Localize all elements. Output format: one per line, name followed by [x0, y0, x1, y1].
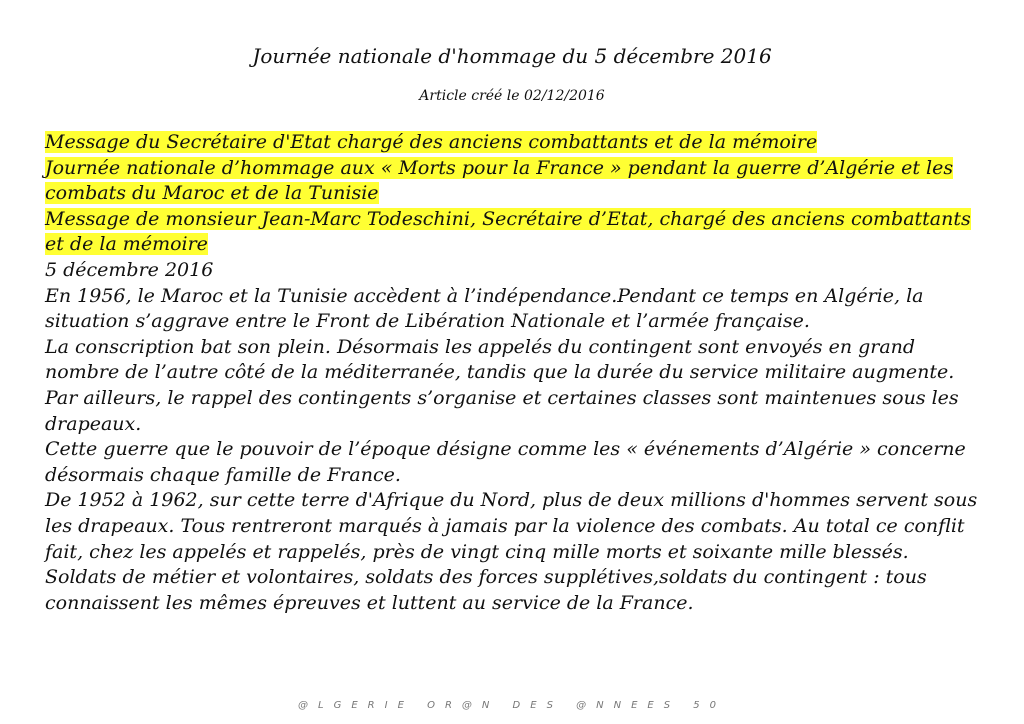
paragraph: De 1952 à 1962, sur cette terre d'Afrique du Nord, plus de deux millions d'hommes servent sous les drapeaux. Tous rentreront marqués à jamais par la violence des combats. Au total ce conflit fait, chez les appelés et rappelés, près de vingt cinq mille morts et soixante mille blessés. — [45, 489, 978, 563]
paragraph: En 1956, le Maroc et la Tunisie accèdent à l’indépendance.Pendant ce temps en Algérie, la situation s’aggrave entre le Front de Libération Nationale et l’armée française. — [45, 284, 924, 333]
highlighted-line-1 — [45, 130, 990, 156]
highlight-text: Message de monsieur Jean-Marc Todeschini, Secrétaire d’Etat, chargé des anciens combattants et de la mémoire — [45, 207, 971, 256]
page-footer: @LGERIE OR@N DES @NNEES 50 — [298, 700, 726, 711]
paragraph: La conscription bat son plein. Désormais les appelés du contingent sont envoyés en grand nombre de l’autre côté de la méditerranée, tandis que la durée du service militaire augmente. Par ailleurs, le rappel des contingents s’organise et certaines classes sont maintenues sous les drapeaux. — [45, 335, 959, 435]
highlighted-line-2 — [45, 156, 990, 207]
paragraph: Soldats de métier et volontaires, soldats des forces supplétives,soldats du contingent : tous connaissent les mêmes épreuves et luttent au service de la France. — [45, 566, 927, 614]
article-date: Article créé le 02/12/2016 — [419, 88, 605, 104]
paragraph: Cette guerre que le pouvoir de l’époque désigne comme les « événements d’Algérie » concerne désormais chaque famille de France. — [45, 438, 966, 486]
message-date: 5 décembre 2016 — [45, 258, 214, 281]
highlighted-line-3 — [45, 207, 990, 258]
article-body — [45, 130, 990, 616]
highlight-text: Message du Secrétaire d'Etat chargé des anciens combattants et de la mémoire — [45, 131, 818, 153]
page-title: Journée nationale d'hommage du 5 décembre 2016 — [252, 44, 772, 68]
highlight-text: Journée nationale d’hommage aux « Morts pour la France » pendant la guerre d’Algérie et les combats du Maroc et de la Tunisie — [45, 156, 954, 205]
